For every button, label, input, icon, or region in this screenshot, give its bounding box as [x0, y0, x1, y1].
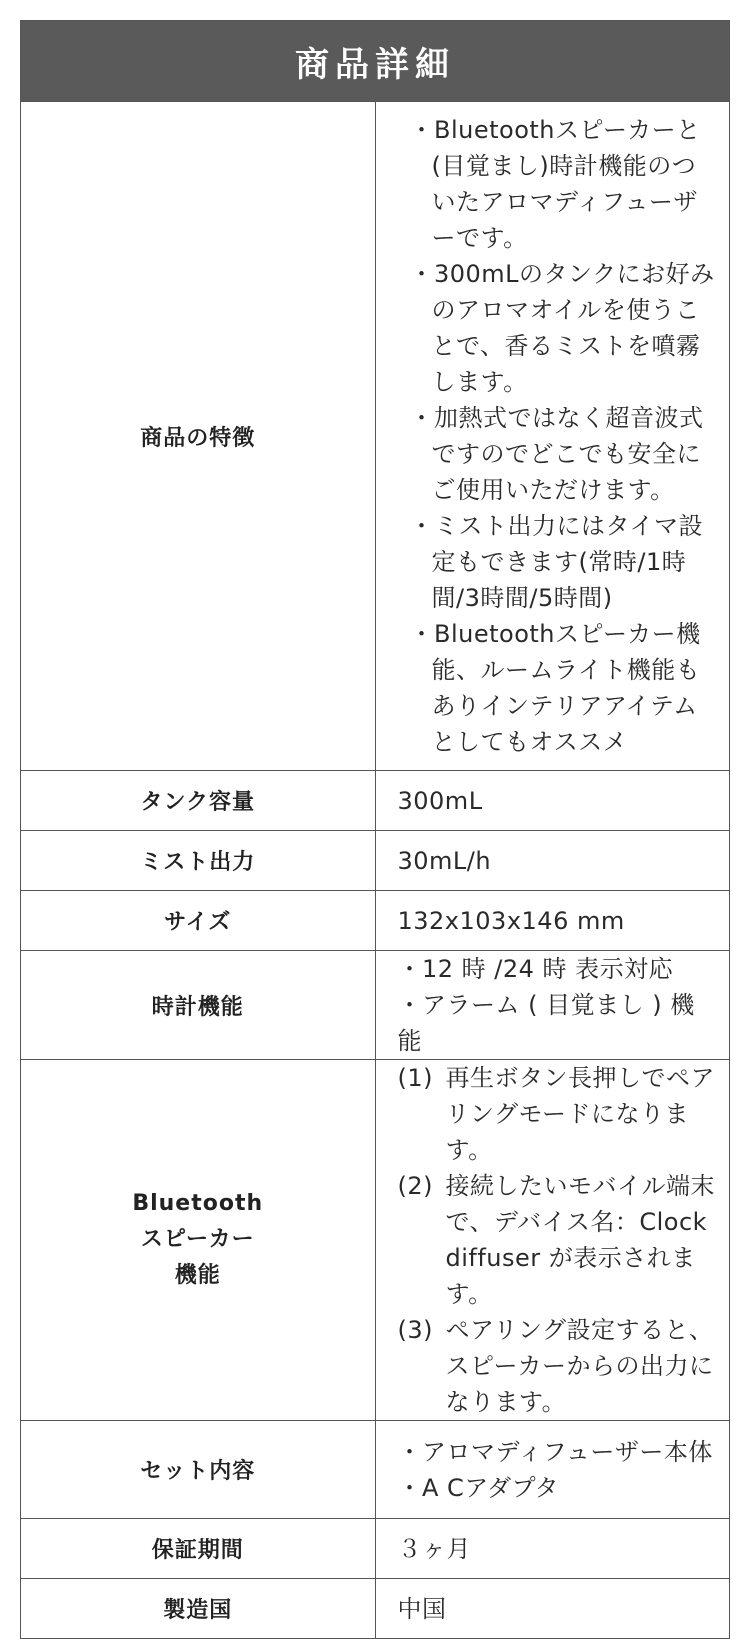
row-value-tank: 300mL	[375, 771, 730, 831]
title-row	[21, 21, 730, 102]
table-row-tank	[21, 771, 730, 831]
step-number: (2)	[397, 1172, 433, 1200]
row-label-size: サイズ	[21, 891, 376, 951]
feature-item: ・ミスト出力にはタイマ設定もできます(常時/1時間/3時間/5時間)	[409, 512, 704, 612]
set-item: ・A Cアダプタ	[397, 1473, 559, 1502]
table-row-size	[21, 891, 730, 951]
label-line: 機能	[174, 1263, 221, 1288]
feature-item: ・Bluetoothスピーカーと(目覚まし)時計機能のついたアロマディフューザーです。	[409, 116, 701, 252]
numbered-step	[398, 1060, 716, 1168]
table-title: 商品詳細	[21, 21, 730, 102]
row-value-mist: 30mL/h	[375, 831, 730, 891]
numbered-step	[398, 1168, 716, 1312]
table-row-bluetooth	[21, 1060, 730, 1421]
row-value-set	[375, 1421, 730, 1519]
row-label-mist: ミスト出力	[21, 831, 376, 891]
row-value-size: 132x103x146 mm	[375, 891, 730, 951]
set-item: ・アロマディフューザー本体	[397, 1437, 713, 1466]
numbered-step	[398, 1312, 716, 1420]
label-line: Bluetooth	[132, 1191, 264, 1216]
feature-item: ・300mLのタンクにお好みのアロマオイルを使うことで、香るミストを噴霧します。	[409, 260, 715, 396]
label-line: スピーカー	[140, 1227, 255, 1252]
table-row-clock	[21, 951, 730, 1060]
row-value-bluetooth	[375, 1060, 730, 1421]
clock-item: ・12 時 /24 時 表示対応	[397, 955, 674, 983]
table-row-features	[21, 102, 730, 771]
step-number: (3)	[397, 1316, 433, 1344]
row-value-features	[375, 102, 730, 771]
row-label-clock: 時計機能	[21, 951, 376, 1060]
row-label-origin: 製造国	[21, 1579, 376, 1639]
feature-item: ・加熱式ではなく超音波式ですのでどこでも安全にご使用いただけます。	[409, 404, 704, 504]
table-row-set	[21, 1421, 730, 1519]
feature-item: ・Bluetoothスピーカー機能、ルームライト機能もありインテリアアイテムとしてもオススメ	[409, 620, 701, 756]
step-text: 再生ボタン長押しでペアリングモードになります。	[445, 1064, 715, 1164]
row-label-set: セット内容	[21, 1421, 376, 1519]
step-text: ペアリング設定すると、スピーカーからの出力になります。	[445, 1316, 714, 1416]
table-row-origin	[21, 1579, 730, 1639]
table-row-warranty	[21, 1519, 730, 1579]
product-details-table	[20, 20, 730, 1639]
row-value-warranty: ３ヶ月	[375, 1519, 730, 1579]
row-label-bluetooth	[21, 1060, 376, 1421]
row-value-clock	[375, 951, 730, 1060]
table-row-mist	[21, 831, 730, 891]
row-value-origin: 中国	[375, 1579, 730, 1639]
clock-item: ・アラーム ( 目覚まし ) 機能	[397, 991, 695, 1055]
step-text: 接続したいモバイル端末で、デバイス名：Clock diffuser が表示されます。	[445, 1172, 715, 1308]
step-number: (1)	[397, 1064, 433, 1092]
row-label-features: 商品の特徴	[21, 102, 376, 771]
row-label-warranty: 保証期間	[21, 1519, 376, 1579]
row-label-tank: タンク容量	[21, 771, 376, 831]
